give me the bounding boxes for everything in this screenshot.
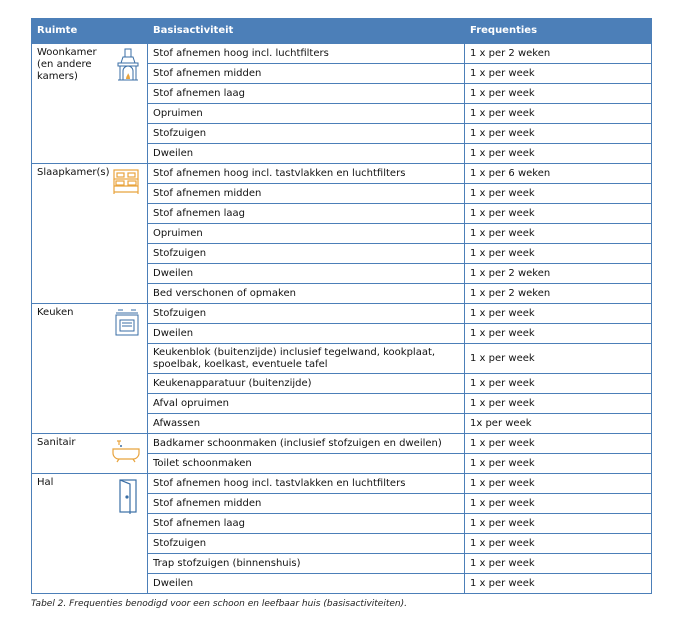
frequency-cell: 1 x per week — [465, 574, 652, 594]
room-name: Sanitair — [37, 437, 76, 448]
room-cell — [32, 474, 148, 594]
frequency-cell: 1 x per week — [465, 434, 652, 454]
frequency-cell: 1 x per week — [465, 474, 652, 494]
frequency-table-container — [31, 18, 651, 609]
header-room: Ruimte — [32, 19, 148, 44]
activity-cell: Opruimen — [148, 104, 465, 124]
room-cell — [32, 44, 148, 164]
activity-cell: Stof afnemen laag — [148, 204, 465, 224]
activity-cell: Stof afnemen hoog incl. tastvlakken en luchtfilters — [148, 474, 465, 494]
activity-cell: Dweilen — [148, 324, 465, 344]
frequency-cell: 1 x per week — [465, 84, 652, 104]
table-body — [32, 44, 652, 594]
frequency-cell: 1 x per 6 weken — [465, 164, 652, 184]
activity-cell: Stof afnemen laag — [148, 514, 465, 534]
header-activity: Basisactiviteit — [148, 19, 465, 44]
activity-cell: Badkamer schoonmaken (inclusief stofzuigen en dweilen) — [148, 434, 465, 454]
activity-cell: Stofzuigen — [148, 534, 465, 554]
activity-cell: Stof afnemen hoog incl. luchtfilters — [148, 44, 465, 64]
activity-cell: Afval opruimen — [148, 394, 465, 414]
frequency-cell: 1 x per week — [465, 324, 652, 344]
frequency-cell: 1 x per week — [465, 494, 652, 514]
frequency-cell: 1 x per 2 weken — [465, 264, 652, 284]
frequency-cell: 1 x per week — [465, 514, 652, 534]
door-icon — [115, 478, 141, 518]
table-row — [32, 474, 652, 494]
activity-cell: Trap stofzuigen (binnenshuis) — [148, 554, 465, 574]
stove-icon — [113, 308, 141, 342]
fireplace-icon — [115, 48, 141, 86]
bathtub-icon — [111, 438, 141, 468]
frequency-cell: 1 x per week — [465, 244, 652, 264]
activity-cell: Dweilen — [148, 264, 465, 284]
table-row — [32, 44, 652, 64]
activity-cell: Stof afnemen midden — [148, 494, 465, 514]
activity-cell: Toilet schoonmaken — [148, 454, 465, 474]
room-name: Keuken — [37, 307, 74, 318]
activity-cell: Afwassen — [148, 414, 465, 434]
table-caption: Tabel 2. Frequenties benodigd voor een schoon en leefbaar huis (basisactiviteiten). — [31, 599, 407, 609]
header-frequency: Frequenties — [465, 19, 652, 44]
frequency-cell: 1 x per week — [465, 344, 652, 374]
frequency-cell: 1 x per week — [465, 204, 652, 224]
frequency-cell: 1 x per week — [465, 104, 652, 124]
frequency-cell: 1 x per week — [465, 304, 652, 324]
room-cell — [32, 434, 148, 474]
frequency-cell: 1 x per week — [465, 374, 652, 394]
room-cell — [32, 164, 148, 304]
frequency-cell: 1 x per week — [465, 394, 652, 414]
frequency-cell: 1 x per week — [465, 454, 652, 474]
activity-cell: Stof afnemen midden — [148, 64, 465, 84]
table-row — [32, 164, 652, 184]
room-name: Slaapkamer(s) — [37, 167, 110, 178]
room-cell — [32, 304, 148, 434]
frequency-table — [31, 18, 652, 594]
frequency-cell: 1 x per week — [465, 64, 652, 84]
room-name: Woonkamer (en andere kamers) — [37, 47, 97, 82]
frequency-cell: 1 x per week — [465, 144, 652, 164]
activity-cell: Keukenapparatuur (buitenzijde) — [148, 374, 465, 394]
activity-cell: Dweilen — [148, 574, 465, 594]
activity-cell: Stof afnemen midden — [148, 184, 465, 204]
frequency-cell: 1 x per 2 weken — [465, 284, 652, 304]
frequency-cell: 1 x per week — [465, 534, 652, 554]
bed-icon — [111, 168, 141, 202]
activity-cell: Bed verschonen of opmaken — [148, 284, 465, 304]
frequency-cell: 1 x per week — [465, 184, 652, 204]
frequency-cell: 1 x per 2 weken — [465, 44, 652, 64]
frequency-cell: 1x per week — [465, 414, 652, 434]
activity-cell: Stofzuigen — [148, 124, 465, 144]
activity-cell: Opruimen — [148, 224, 465, 244]
activity-cell: Dweilen — [148, 144, 465, 164]
activity-cell: Stof afnemen laag — [148, 84, 465, 104]
frequency-cell: 1 x per week — [465, 224, 652, 244]
table-row — [32, 434, 652, 454]
table-row — [32, 304, 652, 324]
frequency-cell: 1 x per week — [465, 124, 652, 144]
activity-cell: Stof afnemen hoog incl. tastvlakken en luchtfilters — [148, 164, 465, 184]
table-header-row — [32, 19, 652, 44]
frequency-cell: 1 x per week — [465, 554, 652, 574]
room-name: Hal — [37, 477, 54, 488]
activity-cell: Keukenblok (buitenzijde) inclusief tegelwand, kookplaat, spoelbak, koelkast, eventuele tafel — [148, 344, 465, 374]
activity-cell: Stofzuigen — [148, 244, 465, 264]
activity-cell: Stofzuigen — [148, 304, 465, 324]
